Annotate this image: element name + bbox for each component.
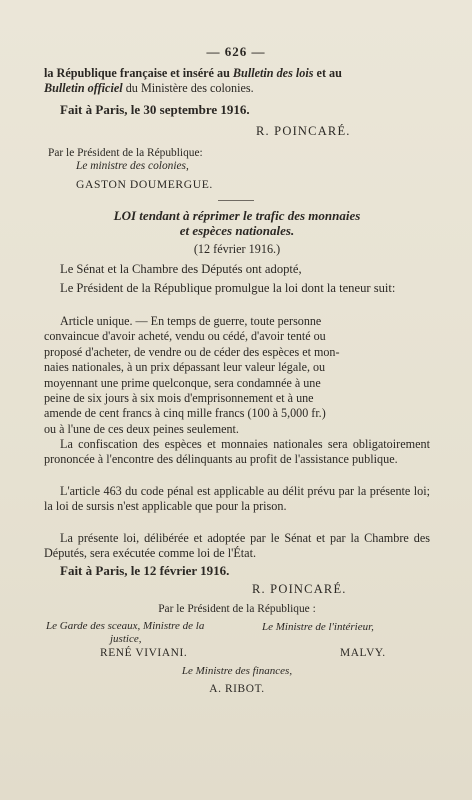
para-article-463: L'article 463 du code pénal est applicable au délit prévu par la présente loi; la loi de sursis n'est applicable que pour la prison. xyxy=(44,484,430,514)
article-line: peine de six jours à six mois d'emprisonnement et à une xyxy=(44,391,314,406)
finance-title: Le Ministre des finances, xyxy=(181,665,293,677)
top-paragraph-line-2: Bulletin officiel du Ministère des colonies. xyxy=(44,81,254,96)
law-title-line-2: et espèces nationales. xyxy=(179,223,295,238)
keeper-name: RENÉ VIVIANI. xyxy=(100,647,188,659)
article-line: amende de cent francs à cinq mille francs (100 à 5,000 fr.) xyxy=(44,406,326,421)
law-date-signed: Fait à Paris, le 12 février 1916. xyxy=(60,563,230,578)
interior-name: MALVY. xyxy=(340,647,386,659)
interior-title: Le Ministre de l'intérieur, xyxy=(262,621,374,633)
article-unique xyxy=(44,314,432,437)
article-line: moyennant une prime quelconque, sera condamnée à une xyxy=(44,375,321,390)
article-line: Article unique. — En temps de guerre, toute personne xyxy=(60,314,322,328)
article-line: ou à l'une de ces deux peines seulement. xyxy=(44,421,239,436)
law-intro-1: Le Sénat et la Chambre des Députés ont adopté, xyxy=(60,262,302,276)
article-line: convaincue d'avoir acheté, vendu ou cédé, d'avoir tenté ou xyxy=(44,329,326,344)
law-date: (12 février 1916.) xyxy=(193,242,281,256)
top-paragraph-line-1: la République française et inséré au Bulletin des lois et au xyxy=(44,66,342,80)
first-decree-minister-name: GASTON DOUMERGUE. xyxy=(76,178,213,191)
law-title-line-1: LOI tendant à réprimer le trafic des monnaies xyxy=(113,208,361,223)
keeper-title-line-1: Le Garde des sceaux, Ministre de la xyxy=(46,620,205,632)
para-confiscation: La confiscation des espèces et monnaies nationales sera obligatoirement prononcée à l'encontre des délinquants au profit de l'assistance publique. xyxy=(44,437,430,467)
separator-rule xyxy=(218,200,254,201)
keeper-title-line-2: justice, xyxy=(110,633,142,645)
first-decree-by-president: Par le Président de la République: xyxy=(48,147,203,159)
article-line: proposé d'acheter, de vendre ou de céder des espèces et mon- xyxy=(44,344,340,359)
law-signature: R. POINCARÉ. xyxy=(252,582,347,596)
article-line: naies nationales, à un prix dépassant leur valeur légale, ou xyxy=(44,360,326,375)
first-decree-minister-title: Le ministre des colonies, xyxy=(76,160,189,172)
law-by-president: Par le Président de la République : xyxy=(158,603,316,615)
law-intro-2: Le Président de la République promulgue la loi dont la teneur suit: xyxy=(60,281,396,295)
page-number: — 626 — xyxy=(206,44,266,59)
first-decree-date: Fait à Paris, le 30 septembre 1916. xyxy=(60,102,250,117)
keeper-title xyxy=(46,620,256,646)
top-paragraph xyxy=(44,66,430,97)
first-decree-signature: R. POINCARÉ. xyxy=(256,124,351,138)
para-execution: La présente loi, délibérée et adoptée par le Sénat et par la Chambre des Députés, sera exécutée comme loi de l'État. xyxy=(44,531,430,561)
finance-name: A. RIBOT. xyxy=(209,683,265,695)
